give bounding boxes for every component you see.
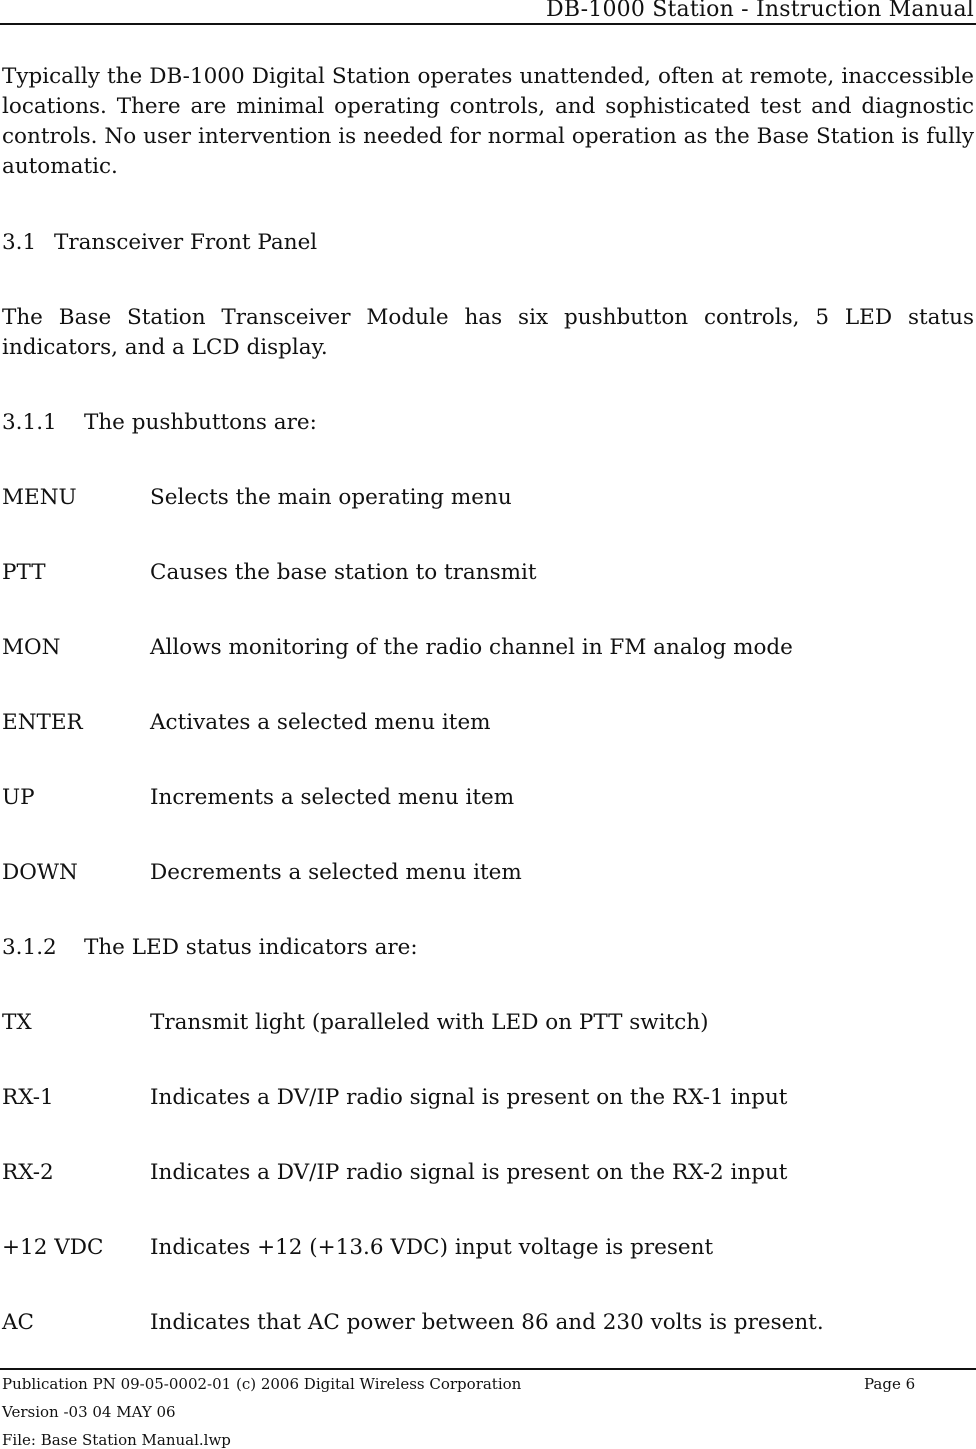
definition-term: RX-1 (2, 1085, 54, 1110)
definition-description: Increments a selected menu item (150, 785, 515, 810)
footer-publication: Publication PN 09-05-0002-01 (c) 2006 Digital Wireless Corporation (2, 1375, 522, 1393)
definition-description: Indicates a DV/IP radio signal is present on the RX-2 input (150, 1160, 788, 1185)
definition-term: ENTER (2, 710, 83, 735)
section-3-1-1-heading (2, 408, 317, 438)
section-3-1-2-number: 3.1.2 (2, 935, 57, 960)
definition-term: PTT (2, 560, 46, 585)
definition-term: MENU (2, 485, 77, 510)
section-3-1-title: Transceiver Front Panel (54, 230, 318, 255)
running-header-title: DB-1000 Station - Instruction Manual (546, 0, 974, 22)
intro-paragraph: Typically the DB-1000 Digital Station operates unattended, often at remote, inaccessible locations. There are minimal operating controls, and sophisticated test and diagnostic controls. No user intervention is needed for normal operation as the Base Station is fully automatic. (2, 64, 974, 179)
section-3-1-heading (2, 228, 317, 258)
definition-description: Indicates that AC power between 86 and 230 volts is present. (150, 1310, 824, 1335)
section-3-1-paragraph: The Base Station Transceiver Module has six pushbutton controls, 5 LED status indicators, and a LCD display. (2, 305, 974, 360)
definition-term: +12 VDC (2, 1235, 104, 1260)
definition-description: Activates a selected menu item (150, 710, 491, 735)
definition-description: Decrements a selected menu item (150, 860, 522, 885)
footer-rule (0, 1368, 976, 1370)
footer-version: Version -03 04 MAY 06 (2, 1403, 176, 1421)
definition-term: MON (2, 635, 61, 660)
definition-term: DOWN (2, 860, 78, 885)
definition-description: Indicates a DV/IP radio signal is present on the RX-1 input (150, 1085, 788, 1110)
definition-term: RX-2 (2, 1160, 54, 1185)
definition-term: TX (2, 1010, 32, 1035)
definition-description: Transmit light (paralleled with LED on PTT switch) (150, 1010, 709, 1035)
footer-page-number: Page 6 (864, 1375, 916, 1393)
section-3-1-2-title: The LED status indicators are: (84, 935, 418, 960)
section-3-1-1-title: The pushbuttons are: (84, 410, 317, 435)
section-3-1-1-number: 3.1.1 (2, 410, 57, 435)
section-3-1-2-heading (2, 933, 418, 963)
footer-file: File: Base Station Manual.lwp (2, 1431, 231, 1449)
definition-term: AC (2, 1310, 34, 1335)
definition-description: Selects the main operating menu (150, 485, 512, 510)
definition-term: UP (2, 785, 35, 810)
definition-description: Causes the base station to transmit (150, 560, 537, 585)
definition-description: Allows monitoring of the radio channel in FM analog mode (150, 635, 793, 660)
definition-description: Indicates +12 (+13.6 VDC) input voltage is present (150, 1235, 714, 1260)
header-rule (0, 23, 976, 25)
section-3-1-number: 3.1 (2, 230, 37, 255)
